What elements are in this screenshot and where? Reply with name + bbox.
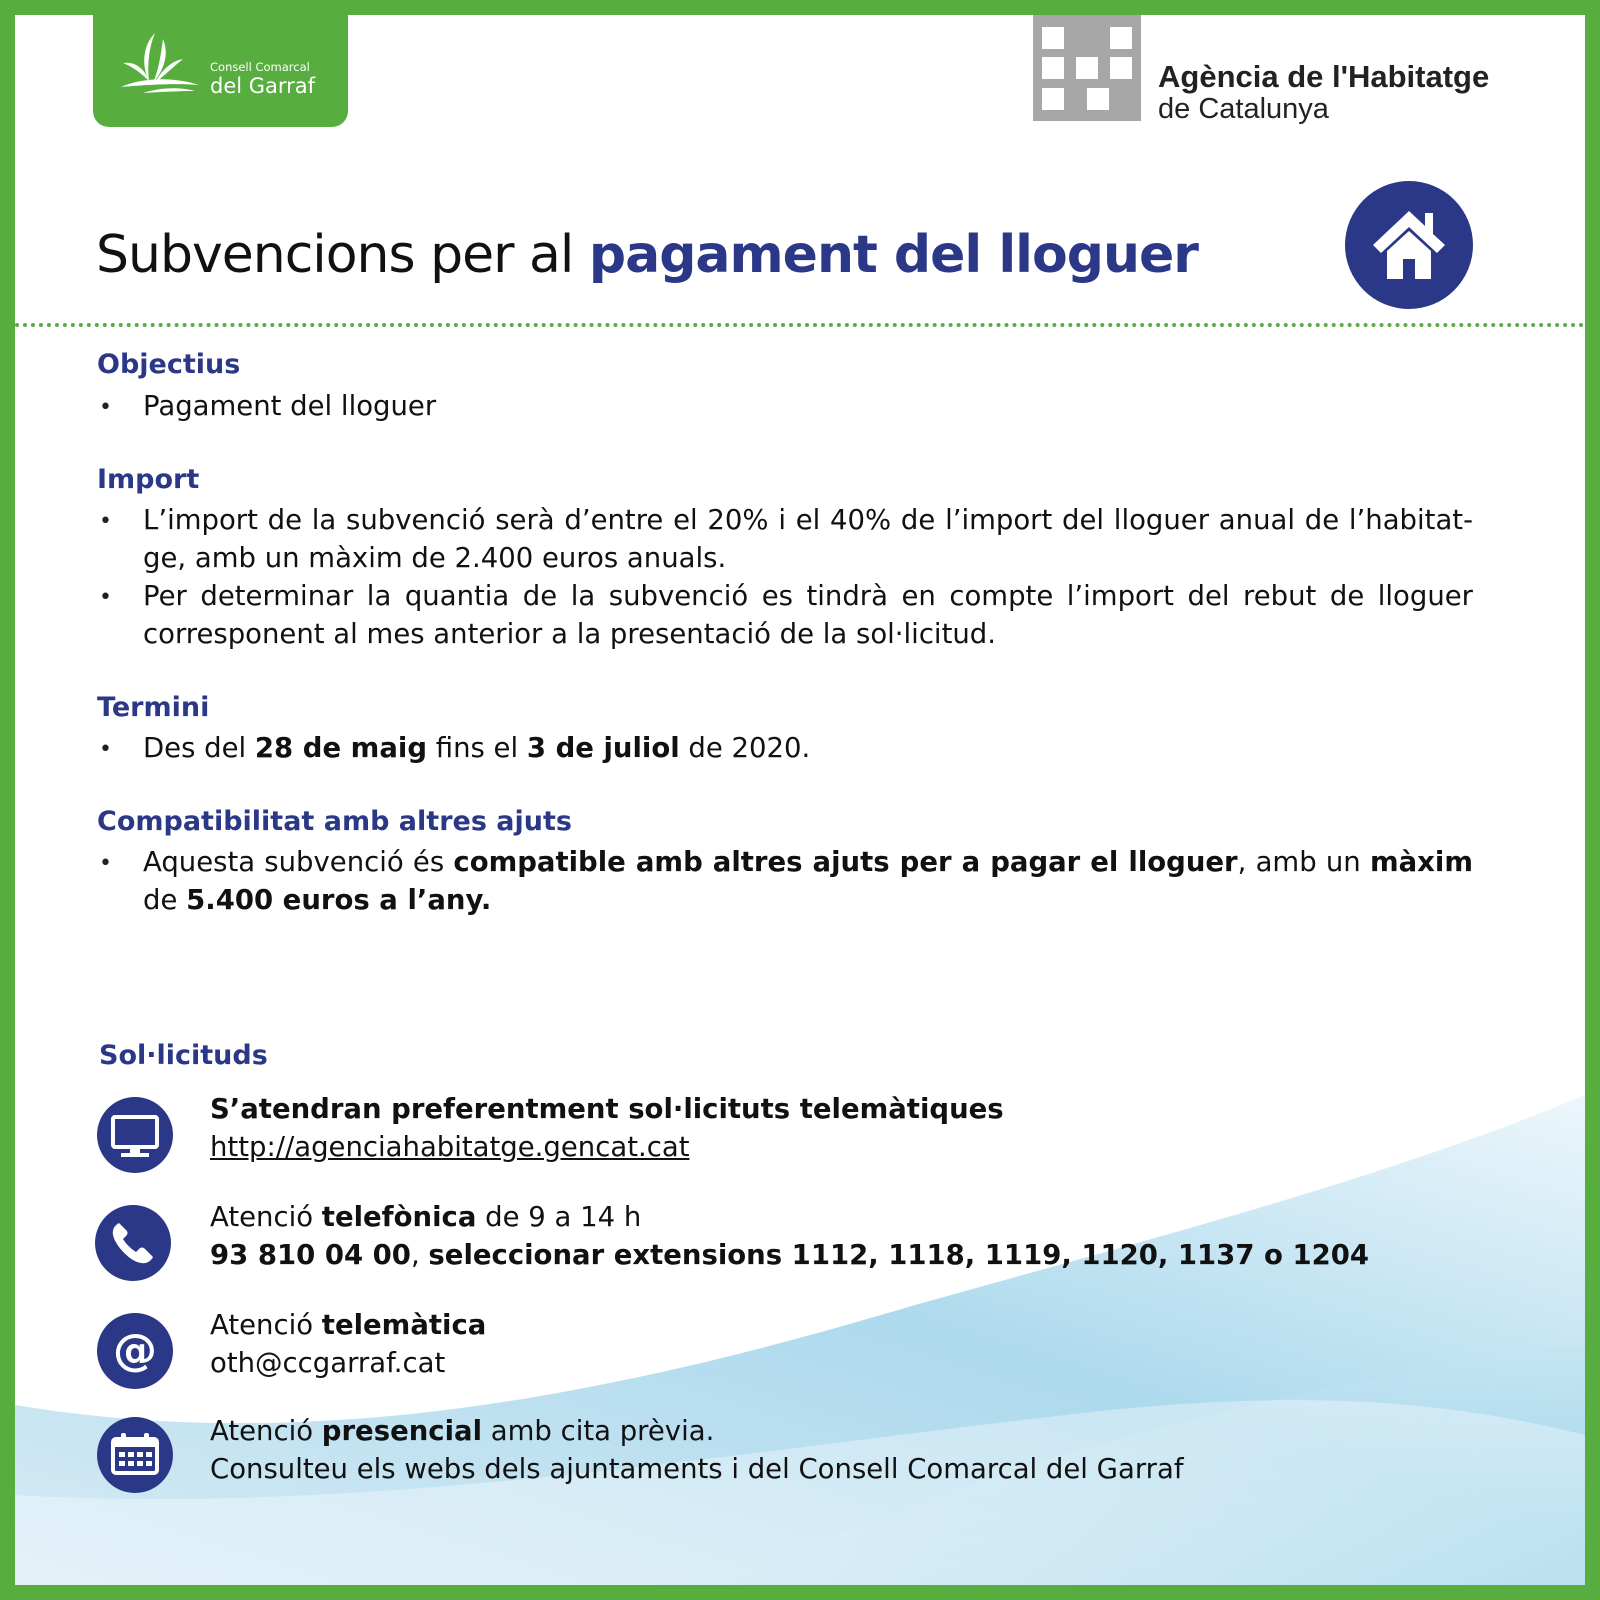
page-title — [96, 225, 1198, 285]
bullet: • — [99, 395, 112, 420]
phone-icon — [95, 1205, 171, 1281]
termini-item: Des del 28 de maig fins el 3 de juliol de 2020. — [143, 732, 811, 764]
import-item-1: L’import de la subvenció serà d’entre el 20% i el 40% de l’import del lloguer anual de l’habitat-ge, amb un màxim de 2.400 euros anuals. — [143, 504, 1473, 574]
title-highlight: pagament del lloguer — [588, 225, 1198, 285]
monitor-icon — [97, 1097, 173, 1173]
objectius-item: Pagament del lloguer — [143, 390, 437, 422]
phone-number: 93 810 04 00 — [210, 1239, 411, 1271]
phone-line1: Atenció telefònica de 9 a 14 h — [210, 1201, 642, 1233]
svg-text:@: @ — [113, 1325, 157, 1376]
agencia-logo-line2: de Catalunya — [1158, 93, 1329, 125]
heading-sollicituds: Sol·licituds — [99, 1040, 268, 1071]
email-line1: Atenció telemàtica — [210, 1309, 487, 1341]
leaf-logo-icon — [113, 25, 205, 97]
bullet: • — [99, 737, 112, 762]
heading-objectius: Objectius — [97, 349, 241, 380]
at-icon — [97, 1313, 173, 1389]
heading-termini: Termini — [97, 692, 210, 723]
agencia-logo-line1: Agència de l'Habitatge — [1158, 59, 1490, 94]
email-address[interactable]: oth@ccgarraf.cat — [210, 1347, 446, 1379]
bullet: • — [99, 585, 112, 610]
compatibilitat-item: Aquesta subvenció és compatible amb altres ajuts per a pagar el lloguer, amb un màxim de 5.400 euros a l’any. — [143, 846, 1473, 916]
bullet: • — [99, 851, 112, 876]
calendar-icon — [97, 1417, 173, 1493]
bullet: • — [99, 509, 112, 534]
online-title: S’atendran preferentment sol·licituts telemàtiques — [210, 1093, 1004, 1125]
consell-comarcal-logo — [93, 15, 348, 127]
heading-import: Import — [97, 464, 200, 495]
dotted-divider — [15, 323, 1585, 327]
online-url-link[interactable]: http://agenciahabitatge.gencat.cat — [210, 1131, 690, 1163]
logo-line2: del Garraf — [210, 74, 316, 98]
presencial-line2: Consulteu els webs dels ajuntaments i del Consell Comarcal del Garraf — [210, 1453, 1184, 1485]
presencial-line1: Atenció presencial amb cita prèvia. — [210, 1415, 715, 1447]
phone-line2: 93 810 04 00, seleccionar extensions 1112, 1118, 1119, 1120, 1137 o 1204 — [210, 1239, 1370, 1271]
import-item-2: Per determinar la quantia de la subvenció es tindrà en compte l’import del rebut de lloguer corresponent al mes anterior a la presentació de la sol·licitud. — [143, 580, 1473, 650]
heading-compatibilitat: Compatibilitat amb altres ajuts — [97, 806, 572, 837]
logo-line1: Consell Comarcal — [210, 60, 310, 74]
house-icon — [1345, 181, 1473, 309]
agencia-habitatge-grid-logo — [1033, 15, 1141, 121]
title-normal: Subvencions per al — [96, 225, 589, 285]
